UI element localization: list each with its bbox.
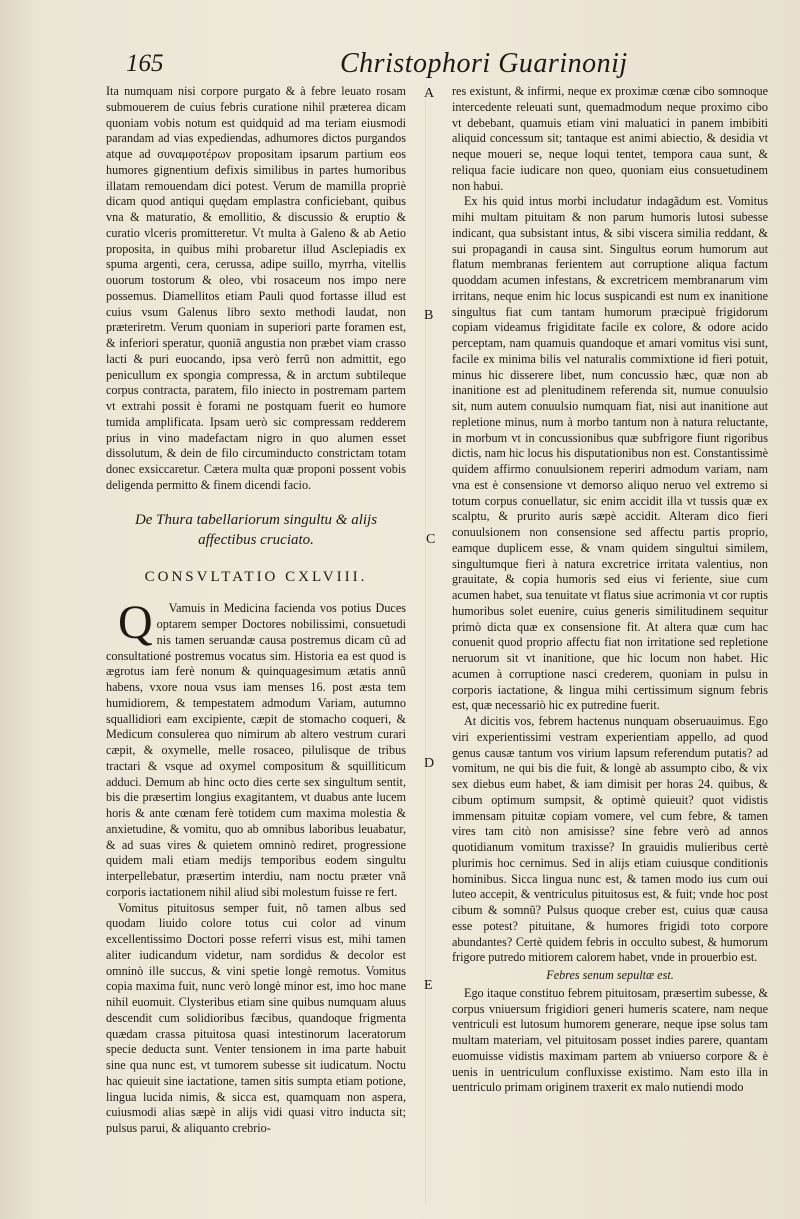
page-number: 165 (126, 50, 164, 77)
margin-marker-a: A (424, 86, 435, 101)
left-paragraph-2 (106, 596, 406, 900)
right-paragraph-3: At dicitis vos, febrem hactenus nunquam obseruauimus. Ego viri experientissimi vestram experientiam appello, ad quod genus causæ tantum vos virium lapsum referendum putatis? ad vomitum, ne qui bis die fuit, & longè ab assumpto cibo, & vix sex diebus eum habet, & iam dimisit per horas 24. quibus, & cibum optimum sumpsit, & optimè quieuit? quot vidistis immensam pituitæ copiam vomere, vel cum febre, & tamen vires tam citò non amisisse? sine febre verò ad annos quotidianum vomitum traxisse? In grauidis mulieribus certè plurimis hoc cernimus. Sed in alijs etiam cuiusque conditionis hominibus. Sicca lingua nunc est, & tamen modo ius cum oui luteo accepit, & ventriculus pituitosus est, & fuit; vnde hoc post cibum & somnũ? Pulsus quoque creber est, cuius quæ causa esse potest? pituitane, & humores frigidi toto corpore abundantes? Certè quidem febris in occulto subest, & humorum frigore putredo mitiorem calorem habet, vnde in prouerbio est. (452, 714, 768, 965)
consultation-title-line-1: De Thura tabellariorum singultu & alijs (134, 511, 378, 528)
right-paragraph-4: Ego itaque constituo febrem pituitosam, præsertim subesse, & corpus vniuersum frigidiori generi humeris scatere, nam neque ventriculi est lutosum humorem generare, neque ipse solus tam multam materiam, vel pituitosam posset indies parere, quantam euomuisse vidistis maximam partem ab vniuerso corpore & è uenis in uentriculum confluxisse existimo. Nam esto illa in uentriculo primam originem traxerit ex malo nutiendi modo (452, 985, 768, 1095)
drop-cap: Q (118, 596, 153, 650)
right-paragraph-2: Ex his quid intus morbi includatur indagãdum est. Vomitus mihi multam pituitam & non parum humoris lutosi subesse indicant, qua subsistant intus, & sibi viscera similia reddant, & sui propagandi in causa sint. Singultus eorum humorum aut flatum membranas ferientem aut corruptione aliqua factum quoddam acumen infestans, & excretricem membranarum vim irritans, neque enim hic locus suspicandi est num ex inanitione singultus fiat cum tantam humorum præcipuè frigidorum copiam videamus frigiditate facile ex colore, & odore acido perceptam, nam quamuis quandoque et amari vomitus visi sunt, facile ex minima bilis vel naturalis commixtione id fieri potuit, minus hic disserere libet, num concussio hæc, quæ non ab inanitione est ad plenitudinem referenda sit, numue conuulsio sit, num autem conuulsio numquam fiat, nisi aut inanitione aut repletione minus, num à morbo tantum non à natura reluctante, in morbum vt in concussionibus quæ subfrigore fiunt rigoribus dictis, nam hic locus his disputationibus non est. Constantissimè quidem affirmo conuulsionem reperiri admodum variam, nam vna est è consensione vt demorso aliquo neruo vel extremo si totum corpus conuellatur, sic enim accidit illa vt tussis quæ ex scalptu, & prurito auris sæpè accidit. Alteram dico fieri conuulsionem non consensione sed affectu partis proprio, eamque duplicem esse, & vnam quidem singultui similem, singultumque fieri à natura excretrice irritata valentius, non grauitate, & copia humoris sed eius vi feriente, siue cum acumen habet, sua tenuitate vt flatus siue acrimonia vt cor ruptis humoribus solet euenire, cuius generis similitudinem sequitur primò dicta quæ ex consensione fit. At altera quæ cum hac conuenit quod proprio affectu fiat non irritatione sed repletione neruorum sit vt inanitione, que hic locum non habet. Hic acumen à corruptione nasci crederem, quoniam in pulsu in corporis iactatione, & lingua mihi certissimum signum febris est, quæ necessariò hic ex putredine fuerit. (452, 194, 768, 713)
consultation-title (106, 510, 406, 550)
margin-marker-b: B (424, 308, 434, 323)
consultation-title-line-2: affectibus cruciato. (198, 531, 314, 548)
left-column (106, 84, 406, 1204)
right-column (452, 84, 768, 1204)
running-head: Christophori Guarinonij (340, 48, 628, 79)
margin-marker-d: D (424, 756, 435, 771)
consultatio-heading: CONSVLTATIO CXLVIII. (144, 568, 368, 585)
left-paragraph-2-text: Vamuis in Medicina facienda vos potius Duces optarem semper Doctores nobilissimi, consuetudi nis tamen seruandæ causa postremus dicam cũ ad consultationé postremus vocatus sim. Historia ea est quod is ægrotus iam ferè nonum & quinquagesimum ætatis annũ habens, vxore noua vsus iam menses 16. post æsta tem humidiorem, & tempestatem admodum Variam, autumno squallidiori eam excipiente, cæpit de stomacho coqueri, & Medicum consulerea quo nimirum ab altero vestrum curari cæpit, & oxymelle, melle rosaceo, pilulisque de tribus tractari & vsque ad oxymel compositum & squilliticum adduci. Demum ab hinc octo dies certe sex singultum sentit, bis die præsertim longius exagitantem, vt duabus ante lucem horis & ante cœnam ferè totidem cum maxima molestia & anxietudine, & vomitu, quo ab omnibus laboribus leuabatur, & ad suas vires & quietem omninò rediret, progressione quidem mali etiam medijs temporibus eodem singultu interpellebatur, præsertim interdiu, nam noctu præter vnã corporis iactationem nihil aliud sibi molestum fuisse re fert. (106, 601, 406, 899)
margin-marker-c: C (426, 532, 436, 547)
margin-marker-e: E (424, 978, 433, 993)
page-header (120, 48, 780, 84)
left-paragraph-1: Ita numquam nisi corpore purgato & à febre leuato rosam submouerem de cuius febris curatione nihil præterea dicam quoniam vobis notum est quidquid ad ma teriam eiusmodi parandam ad vias expediendas, adhumores dictos purgandos atque ad συναμφοτέρων propositam ipsarum partium eos humores gignentium defixis similibus in partes humoribus illatam remouendam dici potest. Verum de mamilla propriè dicam quod antiqui quędam emplastra conficiebant, quibus vna & maturatio, & emollitio, & discussio & eruptio & curatio vlceris promitteretur. Vt multa à Galeno & ab Aetio proposita, in quibus mihi probaretur illud Asclepiadis ex spuma argenti, cera, cerussa, adipe suillo, myrrha, vitellis ouorum tostorum & oleo, vbi rosaceum nos impo nere possemus. Diamellitos etiam Pauli quod fortasse illud est cuius vsum Galenus libro sexto methodi laudat, non præteriretm. Verum quoniam in superiori parte foramen est, & inferiori speratur, quoniã angustia non præbet viam crasso lacti & puri euocando, ipsa verò ferrũ non admittit, ego penicullum ex spongia compressa, & in arctum subtileque corpus contracta, paratem, filo iniecto in postremam partem vt extrahi possit è forami ne postquam fuerit eo humore tumida amplificata. Ipsam uerò sic compressam redderem prius in vino madefactam nigro in quo alumen esset dissolutum, & dein de filo circuminducto constrictam totam donec exsiccaretur. Cætera multa quæ proponi possent vobis deligenda permitto & finem dicendi facio. (106, 84, 406, 492)
left-paragraph-3: Vomitus pituitosus semper fuit, nõ tamen albus sed quodam liuido colore totus cui color ad vinum excellentissimo Doctori posse referri visus est, mihi tamen aliter iudicandum videtur, nam sordidus & decolor est omninò ille succus, & vini spetie longè remotus. Vomitus copia maxima fuit, nunc verò longè minor est, imo hoc mane nihil euomuit. Clysteribus etiam sine quibus numquam aluus descendit cum solidioribus fæcibus, quandoque frigmenta quædam crassa pituitosa quasi intestinorum laceratorum specie deducta sunt. Venter tensionem in ima parte habuit sine qua nunc est, vt tumorem subesse sit iudicatum. Noctu hac quieuit sine iactatione, tamen sitis sumpta etiam potione, lingua lucida nimis, & sicca est, quamquam non aspera, cuiusmodi alias sæpè in alijs vidi quasi vitro inducta sit; pulsus parui, & aliquanto crebrio- (106, 900, 406, 1135)
column-gutter (425, 84, 426, 1204)
right-paragraph-1: res existunt, & infirmi, neque ex proximæ cœnæ cibo somnoque intercedente releuati sunt, quemadmodum neque proximo cibo vt debebant, quamuis etiam vini maluatici in panem imbibiti aliquid concessum sit; tantaque est animi abiectio, & desidia vt neque moueri se, neque loqui tentet, tempora caua sunt, & reliqua facie iudicare non queo, quoniam eius consuetudinem non habui. (452, 84, 768, 193)
proverb-subhead: Febres senum sepultæ est. (546, 968, 674, 982)
